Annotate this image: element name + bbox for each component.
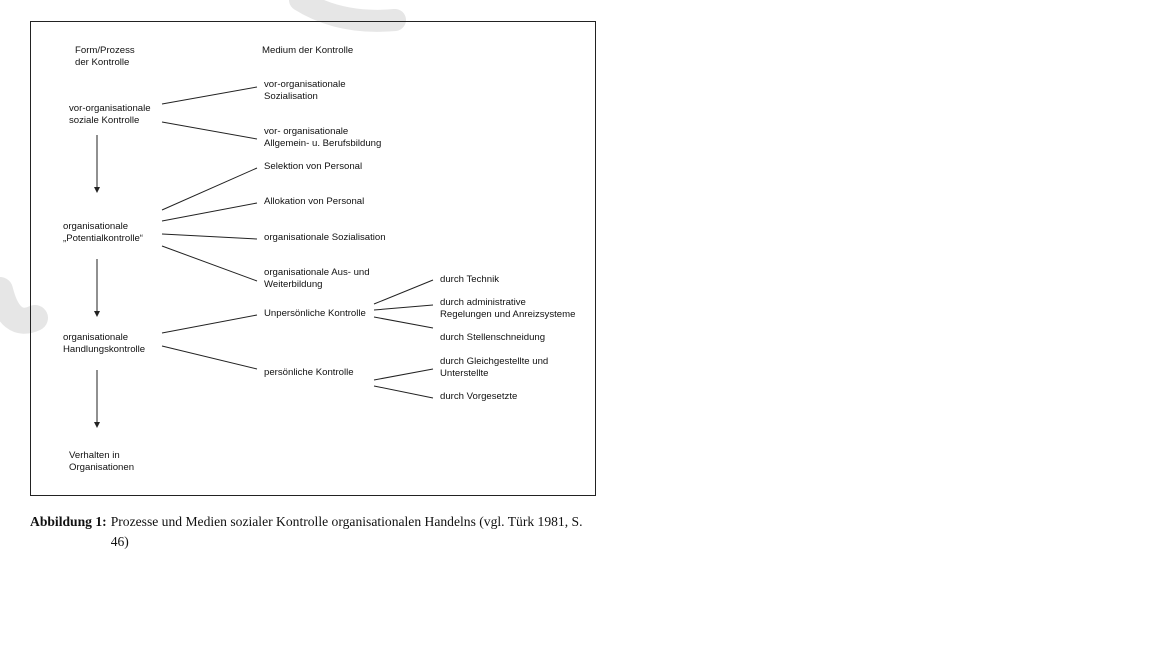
submedium-stellenschneidung: durch Stellenschneidung — [440, 332, 546, 343]
medium-persoenlich: persönliche Kontrolle — [264, 367, 354, 378]
connector-unpersoenlich — [162, 315, 257, 333]
header-form-prozess: Form/Prozess der Kontrolle — [75, 45, 135, 68]
medium-vor-sozialisation: vor-organisationale Sozialisation — [264, 79, 346, 102]
connector-vorgesetzte — [374, 386, 433, 398]
process-handlungskontrolle: organisationale Handlungskontrolle — [63, 332, 146, 355]
connector-ausbildung — [162, 246, 257, 281]
process-potentialkontrolle: organisationale „Potentialkontrolle“ — [63, 221, 143, 244]
process-vor-organisational: vor-organisationale soziale Kontrolle — [69, 103, 151, 126]
medium-unpersoenlich: Unpersönliche Kontrolle — [264, 308, 366, 319]
header-medium: Medium der Kontrolle — [262, 45, 354, 56]
caption-label: Abbildung 1: — [30, 514, 107, 529]
connector-vor-bildung — [162, 122, 257, 139]
connector-technik — [374, 280, 433, 304]
connector-selektion — [162, 168, 257, 210]
submedium-vorgesetzte: durch Vorgesetzte — [440, 391, 518, 402]
submedium-gleichgestellte: durch Gleichgestellte und Unterstellte — [440, 356, 549, 379]
connector-gleichgestellte — [374, 369, 433, 380]
submedium-technik: durch Technik — [440, 274, 500, 285]
medium-ausbildung: organisationale Aus- und Weiterbildung — [264, 267, 370, 290]
medium-org-sozialisation: organisationale Sozialisation — [264, 232, 386, 243]
connector-administrative — [374, 305, 433, 310]
connector-org-sozialisation — [162, 234, 257, 239]
figure-caption — [30, 512, 590, 552]
medium-vor-bildung: vor- organisationale Allgemein- u. Berufsbildung — [264, 126, 382, 149]
connector-allokation — [162, 203, 257, 221]
caption-text: Prozesse und Medien sozialer Kontrolle organisationalen Handelns (vgl. Türk 1981, S. 46) — [110, 514, 583, 549]
process-verhalten: Verhalten in Organisationen — [69, 450, 135, 473]
medium-allokation: Allokation von Personal — [264, 196, 365, 207]
medium-selektion: Selektion von Personal — [264, 161, 363, 172]
connector-vor-sozialisation — [162, 87, 257, 104]
submedium-administrative: durch administrative Regelungen und Anreizsysteme — [440, 297, 576, 320]
connector-stellenschneidung — [374, 317, 433, 328]
connector-persoenlich — [162, 346, 257, 369]
